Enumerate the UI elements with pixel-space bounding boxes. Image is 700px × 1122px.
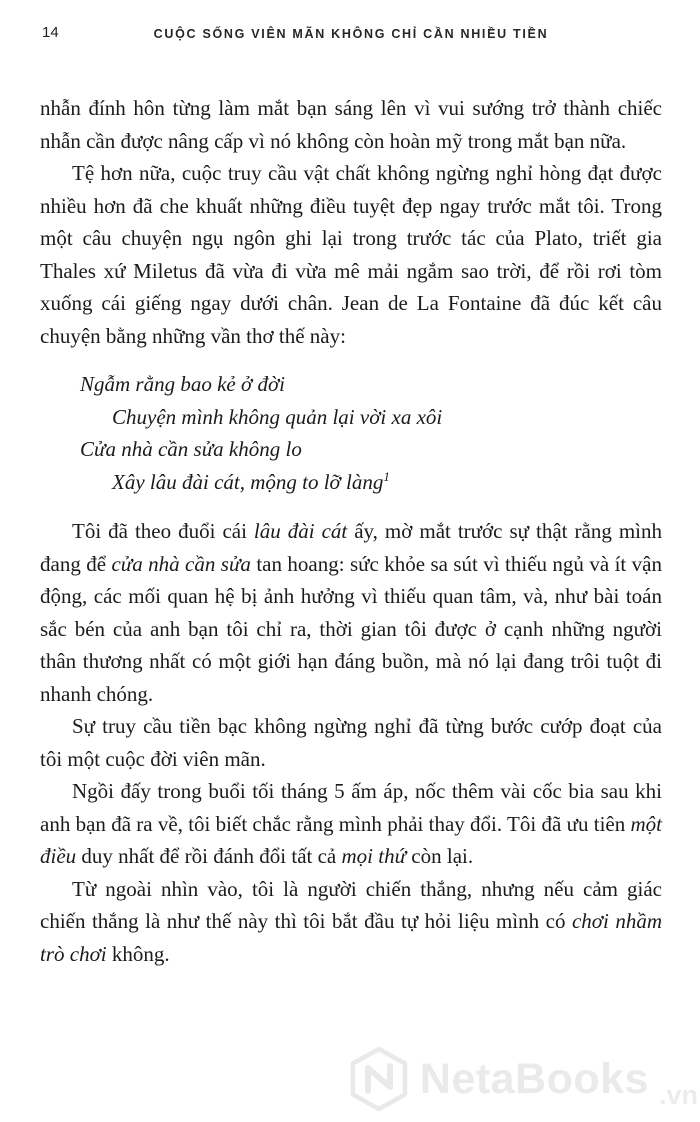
paragraph: [40, 515, 662, 710]
paragraphs-after-poem: [40, 515, 662, 970]
netabooks-hexagon-n-logo-icon: [348, 1046, 410, 1112]
body-text-segment: Ngồi đấy trong buổi tối tháng 5 ấm áp, nốc thêm vài cốc bia sau khi anh bạn đã ra về, tôi biết chắc rằng mình phải thay đổi. Tôi đã ưu tiên: [40, 779, 662, 836]
page-header: [40, 24, 662, 46]
body-text-segment: Từ ngoài nhìn vào, tôi là người chiến thắng, nhưng nếu cảm giác chiến thắng là như thế này thì tôi bắt đầu tự hỏi liệu mình có: [40, 876, 662, 933]
emphasized-text: mọi thứ: [341, 844, 407, 868]
emphasized-text: cửa nhà cần sửa: [111, 551, 251, 576]
paragraph: [40, 873, 662, 971]
emphasized-text: chơi nhầm trò chơi: [40, 909, 662, 966]
poem-line: Ngẫm rằng bao kẻ ở đời: [80, 372, 285, 396]
body-text-segment: Sự truy cầu tiền bạc không ngừng nghỉ đã từng bước cướp đoạt của tôi một cuộc đời viên mãn.: [40, 714, 662, 771]
poem-block: [80, 368, 662, 498]
poem-line: Cửa nhà cần sửa không lo: [80, 437, 302, 461]
running-title: CUỘC SỐNG VIÊN MÃN KHÔNG CHỈ CẦN NHIỀU TIỀN: [153, 27, 549, 41]
poem-line: Xây lâu đài cát, mộng to lỡ làng$^1$: [112, 468, 390, 494]
poem-line: Chuyện mình không quản lại vời xa xôi: [112, 404, 443, 429]
body-text-segment: Tôi đã theo đuổi cái: [72, 519, 254, 543]
watermark-suffix: .vn: [658, 1080, 698, 1110]
body-text-segment: nhẫn đính hôn từng làm mắt bạn sáng lên vì vui sướng trở thành chiếc nhẫn cần được nâng cấp vì nó không còn hoàn mỹ trong mắt bạn nữa.: [40, 96, 662, 153]
footnote-marker: 1: [383, 468, 390, 484]
emphasized-text: lâu đài cát: [253, 519, 348, 543]
body-text: [40, 92, 662, 970]
body-text-segment: Tệ hơn nữa, cuộc truy cầu vật chất không ngừng nghỉ hòng đạt được nhiều hơn đã che khuất những điều tuyệt đẹp ngay trước mắt tôi. Trong một câu chuyện ngụ ngôn ghi lại trong trước tác của Plato, triết gia Thales xứ Miletus đã vừa đi vừa mê mải ngắm sao trời, để rồi rơi tòm xuống cái giếng ngay dưới chân. Jean de La Fontaine đã đúc kết câu chuyện bằng những vần thơ thế này:: [40, 161, 662, 348]
body-text-segment: tan hoang: sức khỏe sa sút vì thiếu ngủ và ít vận động, các mối quan hệ bị ảnh hưởng vì thiếu quan tâm, và, như bài toán sắc bén của anh bạn tôi chỉ ra, thời gian tôi được ở cạnh những người thân thương nhất có một giới hạn đáng buồn, mà nó lại đang trôi tuột đi nhanh chóng.: [40, 551, 662, 706]
watermark-brand: NetaBooks: [419, 1054, 649, 1103]
body-text-segment: ấy, mờ mắt trước sự thật rằng mình đang để: [40, 519, 662, 576]
paragraphs-before-poem: [40, 92, 662, 352]
body-text-segment: còn lại.: [406, 844, 474, 868]
paragraph: [40, 92, 662, 157]
paragraph: [40, 775, 662, 873]
page-number: 14: [42, 24, 59, 41]
body-text-segment: không.: [106, 941, 170, 966]
emphasized-text: một điều: [40, 811, 662, 868]
body-text-segment: duy nhất để rồi đánh đổi tất cả: [76, 844, 342, 868]
watermark: [348, 1046, 698, 1112]
paragraph: [40, 710, 662, 775]
paragraph: [40, 157, 662, 352]
